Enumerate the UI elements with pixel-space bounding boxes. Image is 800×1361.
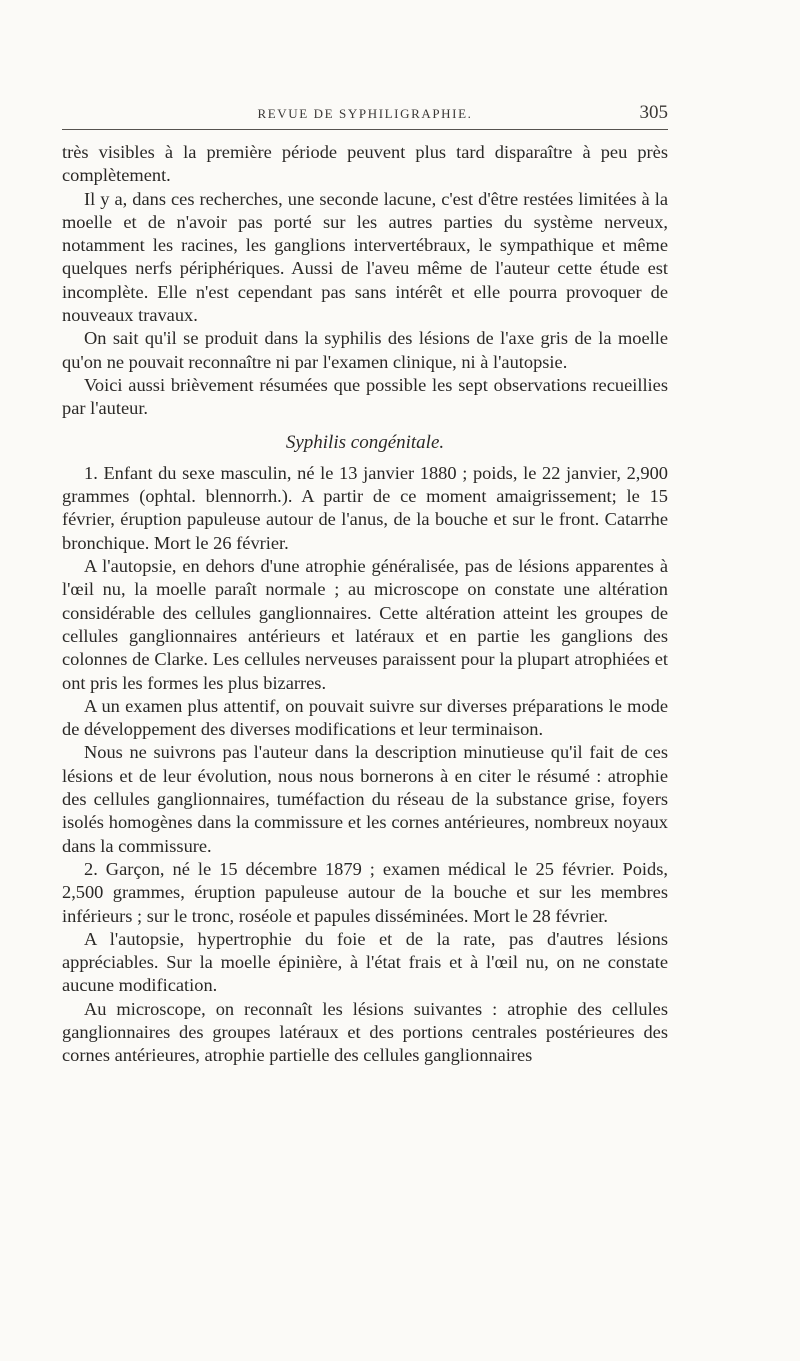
body-text — [62, 141, 668, 1068]
page-number: 305 — [639, 102, 668, 123]
paragraph: Voici aussi brièvement résumées que possible les sept observations recueillies par l'auteur. — [62, 374, 668, 419]
paragraph: Il y a, dans ces recherches, une seconde lacune, c'est d'être restées limitées à la moelle et de n'avoir pas porté sur les autres parties du système nerveux, notamment les racines, les ganglions intervertébraux, le sympathique et même quelques nerfs périphériques. Aussi de l'aveu même de l'auteur cette étude est incomplète. Elle n'est cependant pas sans intérêt et elle pourra provoquer de nouveaux travaux. — [62, 188, 668, 326]
paragraph: A un examen plus attentif, on pouvait suivre sur diverses préparations le mode de développement des diverses modifications et leur terminaison. — [62, 695, 668, 740]
page-header — [62, 102, 668, 126]
paragraph: On sait qu'il se produit dans la syphilis des lésions de l'axe gris de la moelle qu'on ne pouvait reconnaître ni par l'examen clinique, ni à l'autopsie. — [62, 328, 668, 372]
paragraph: A l'autopsie, hypertrophie du foie et de la rate, pas d'autres lésions appréciables. Sur la moelle épinière, à l'état frais et à l'œil nu, on ne constate aucune modification. — [62, 928, 668, 996]
paragraph: très visibles à la première période peuvent plus tard disparaître à peu près complètement. — [62, 142, 668, 186]
running-head: REVUE DE SYPHILIGRAPHIE. — [257, 106, 473, 121]
section-title: Syphilis congénitale. — [285, 431, 445, 453]
paragraph: 1. Enfant du sexe masculin, né le 13 janvier 1880 ; poids, le 22 janvier, 2,900 grammes (ophtal. blennorrh.). A partir de ce moment amaigrissement; le 15 février, éruption papuleuse autour de l'anus, de la bouche et sur le front. Catarrhe bronchique. Mort le 26 février. — [62, 462, 668, 553]
paragraph: 2. Garçon, né le 15 décembre 1879 ; examen médical le 25 février. Poids, 2,500 grammes, éruption papuleuse autour de la bouche et sur les membres inférieurs ; sur le tronc, roséole et papules disséminées. Mort le 28 février. — [62, 858, 668, 926]
paragraph: Au microscope, on reconnaît les lésions suivantes : atrophie des cellules ganglionnaires des groupes latéraux et des portions centrales postérieures des cornes antérieures, atrophie partielle des cellules ganglionnaires — [62, 998, 668, 1066]
paragraph: Nous ne suivrons pas l'auteur dans la description minutieuse qu'il fait de ces lésions et de leur évolution, nous nous bornerons à en citer le résumé : atrophie des cellules ganglionnaires, tuméfaction du réseau de la substance grise, foyers isolés homogènes dans la commissure et les cornes antérieures, nombreux noyaux dans la commissure. — [62, 742, 668, 856]
header-rule — [62, 129, 668, 130]
paragraph: A l'autopsie, en dehors d'une atrophie généralisée, pas de lésions apparentes à l'œil nu, la moelle paraît normale ; au microscope on constate une altération considérable des cellules ganglionnaires. Cette altération atteint les groupes de cellules ganglionnaires antérieurs et latéraux et en partie les ganglions des colonnes de Clarke. Les cellules nerveuses paraissent pour la plupart atrophiées et ont pris les formes les plus bizarres. — [62, 556, 668, 693]
